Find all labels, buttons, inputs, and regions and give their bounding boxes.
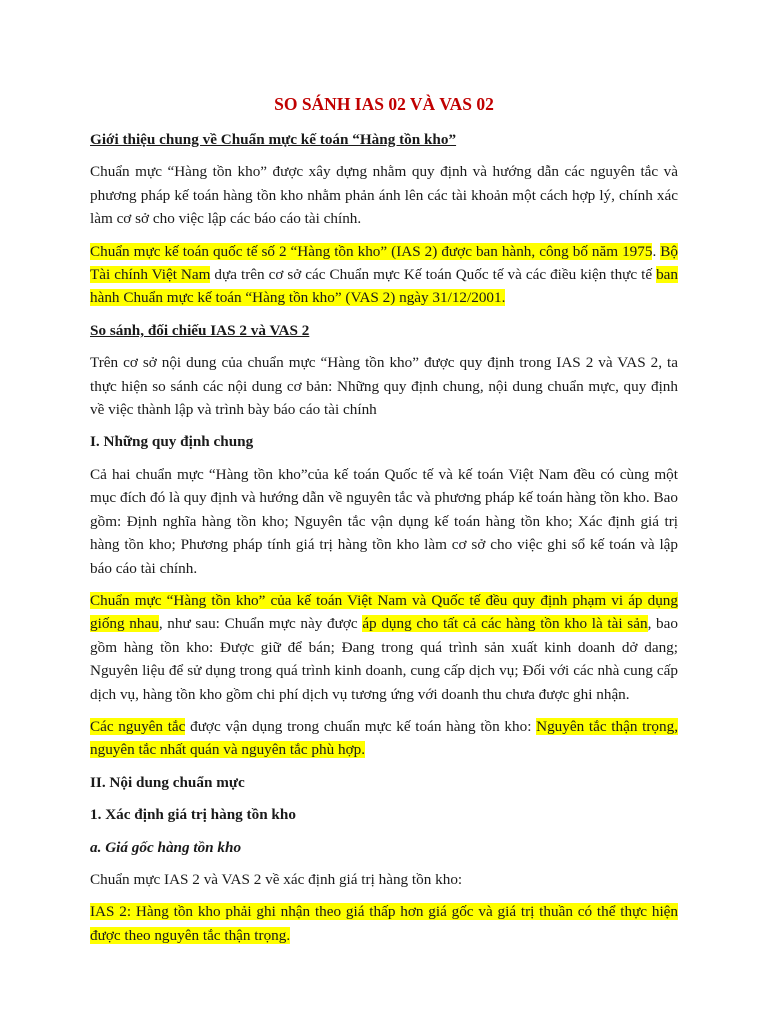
highlight-ias2-issued: Chuẩn mực kế toán quốc tế số 2 “Hàng tồn kho” (IAS 2) được ban hành, công bố năm 1975 [90, 242, 653, 260]
intro-paragraph-2 [90, 240, 678, 310]
cost-heading: a. Giá gốc hàng tồn kho [90, 838, 242, 856]
document-page [90, 92, 678, 956]
general-p2-text: , bao gồm hàng tồn kho: Được giữ để bán; Đang trong quá trình sản xuất kinh doanh dở dang; Nguyên liệu để sử dụng trong quá trình kinh doanh, cung cấp dịch vụ; Đối với các nhà cung cấp dịch vụ, hàng tồn kho gồm chi phí dịch vụ tương ứng với doanh thu chưa được ghi nhận. [90, 615, 678, 703]
general-paragraph-2 [90, 589, 678, 706]
document-title: SO SÁNH IAS 02 VÀ VAS 02 [274, 94, 494, 114]
intro-p2-text: dựa trên cơ sở các Chuẩn mực Kế toán Quốc tế và các điều kiện thực tế [210, 266, 657, 284]
intro-paragraph-1: Chuẩn mực “Hàng tồn kho” được xây dựng nhằm quy định và hướng dẫn các nguyên tắc và phương pháp kế toán hàng tồn kho nhằm phản ánh lên các tài khoản một cách hợp lý, chính xác làm cơ sở cho việc lập các báo cáo tài chính. [90, 163, 678, 228]
compare-heading: So sánh, đối chiếu IAS 2 và VAS 2 [90, 321, 310, 339]
compare-paragraph: Trên cơ sở nội dung của chuẩn mực “Hàng tồn kho” được quy định trong IAS 2 và VAS 2, ta thực hiện so sánh các nội dung cơ bản: Những quy định chung, nội dung chuẩn mực, quy định về việc thành lập và trình bày báo cáo tài chính [90, 354, 678, 419]
highlight-ias2-rule: IAS 2: Hàng tồn kho phải ghi nhận theo giá thấp hơn giá gốc và giá trị thuần có thể thực hiện được theo nguyên tắc thận trọng. [90, 903, 678, 944]
cost-paragraph-2 [90, 900, 678, 947]
intro-p2-text: . [652, 242, 661, 260]
valuation-heading: 1. Xác định giá trị hàng tồn kho [90, 806, 296, 824]
highlight-vas2-issued: ban hành Chuẩn mực kế toán “Hàng tồn kho” (VAS 2) ngày 31/12/2001. [90, 266, 679, 307]
general-heading: I. Những quy định chung [90, 433, 254, 451]
highlight-applies-all: áp dụng cho tất cả các hàng tồn kho là tài sản [362, 615, 648, 633]
general-p3-text: được vận dụng trong chuẩn mực kế toán hàng tồn kho: [185, 717, 537, 735]
highlight-principles: Các nguyên tắc [90, 717, 186, 735]
intro-heading: Giới thiệu chung về Chuẩn mực kế toán “Hàng tồn kho” [90, 131, 457, 148]
highlight-scope: Chuẩn mực “Hàng tồn kho” của kế toán Việt Nam và Quốc tế đều quy định phạm vi áp dụng giống nhau [90, 591, 678, 633]
general-p2-text: , như sau: Chuẩn mực này được [158, 615, 363, 633]
content-heading: II. Nội dung chuẩn mực [90, 773, 245, 791]
cost-paragraph-1: Chuẩn mực IAS 2 và VAS 2 về xác định giá trị hàng tồn kho: [90, 870, 463, 888]
general-paragraph-1: Cả hai chuẩn mực “Hàng tồn kho”của kế toán Quốc tế và kế toán Việt Nam đều có cùng một mục đích đó là quy định và hướng dẫn về nguyên tắc và phương pháp kế toán hàng tồn kho. Bao gồm: Định nghĩa hàng tồn kho; Nguyên tắc vận dụng kế toán hàng tồn kho; Xác định giá trị hàng tồn kho; Phương pháp tính giá trị hàng tồn kho làm cơ sở cho việc ghi sổ kế toán và lập báo cáo tài chính. [90, 465, 678, 577]
highlight-principle-list: Nguyên tắc thận trọng, nguyên tắc nhất quán và nguyên tắc phù hợp. [90, 717, 678, 759]
general-paragraph-3 [90, 715, 678, 762]
highlight-ministry: Bộ Tài chính Việt Nam [90, 242, 679, 284]
